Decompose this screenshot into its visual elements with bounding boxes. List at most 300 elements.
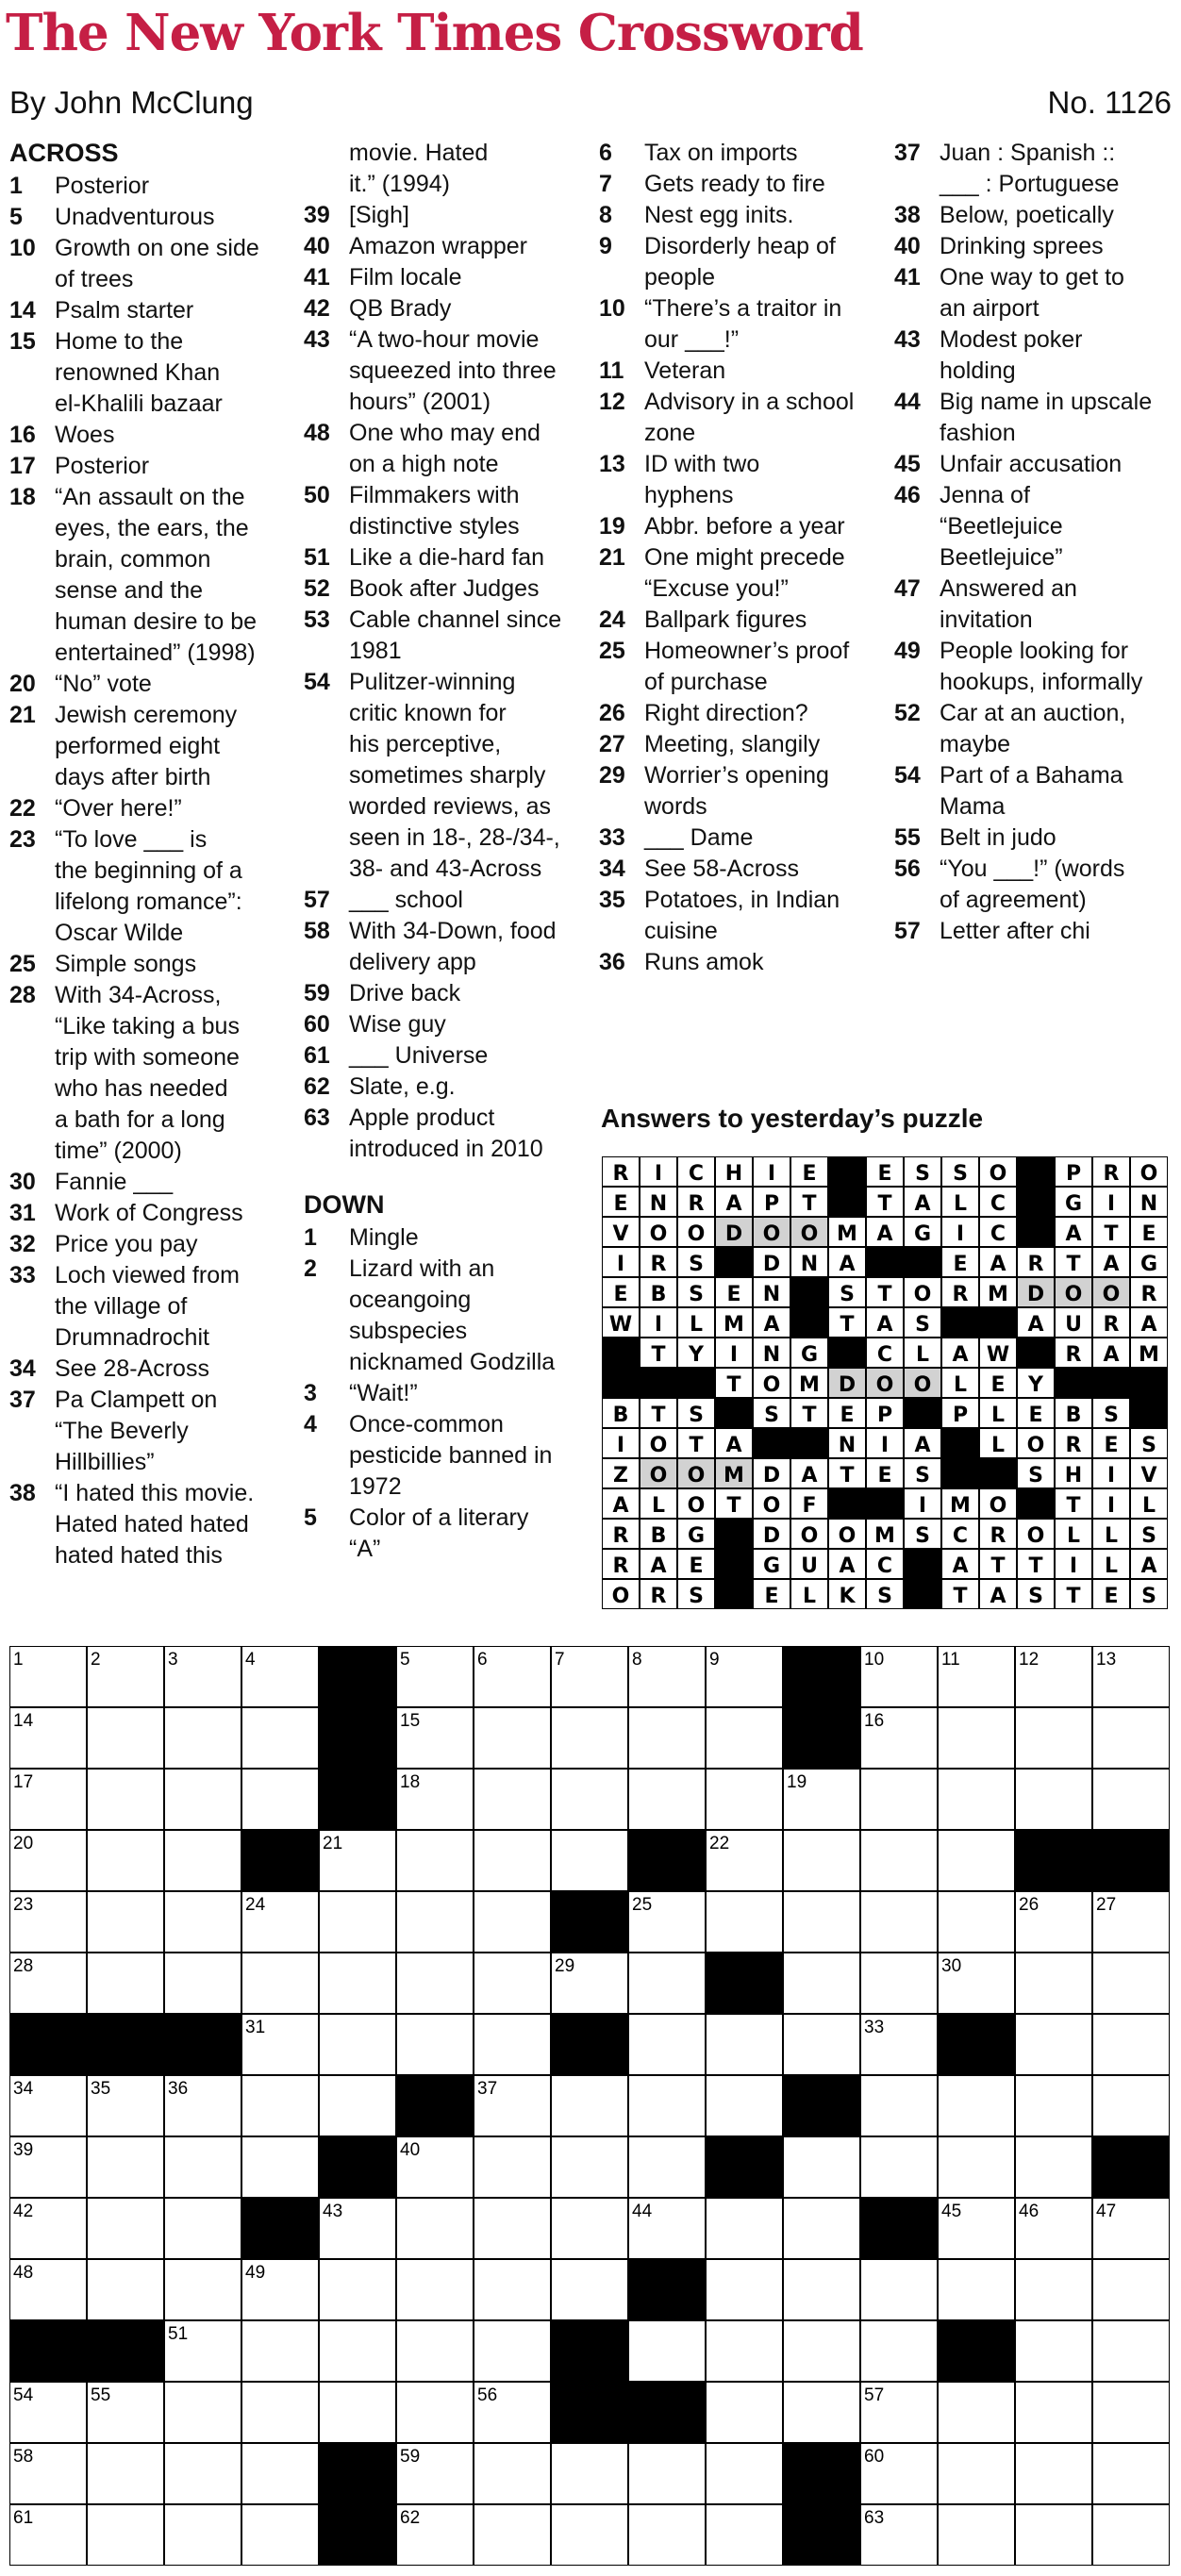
clue-text-continued: critic known for [349, 700, 507, 726]
grid-cell[interactable] [938, 2075, 1015, 2136]
cell-number: 26 [1019, 1895, 1040, 1915]
answer-letter: P [1065, 1162, 1082, 1186]
grid-cell[interactable] [938, 2382, 1015, 2443]
clue-number: 31 [9, 1200, 36, 1226]
grid-cell[interactable] [628, 2443, 706, 2504]
grid-cell[interactable] [319, 1953, 396, 2014]
grid-cell[interactable] [474, 2014, 551, 2075]
clue-text-continued: holding [940, 357, 1016, 384]
clue-text: Right direction? [644, 700, 808, 726]
answer-black-square [979, 1307, 1017, 1338]
grid-cell[interactable] [860, 2320, 938, 2382]
grid-cell[interactable] [783, 2259, 860, 2320]
clue [894, 138, 1177, 169]
cell-number: 4 [245, 1650, 256, 1670]
clue-number: 54 [894, 762, 921, 789]
grid-cell[interactable] [474, 2136, 551, 2198]
answer-letter: W [986, 1343, 1010, 1367]
clue [9, 669, 292, 700]
answer-letter: R [1027, 1253, 1044, 1276]
grid-cell[interactable] [628, 2320, 706, 2382]
grid-cell[interactable] [938, 2504, 1015, 2566]
answer-letter: Y [1028, 1373, 1043, 1397]
cell-number: 19 [787, 1772, 807, 1792]
clue [894, 231, 1177, 262]
clue-number: 18 [9, 484, 36, 510]
clue-number: 59 [304, 980, 330, 1006]
grid-cell[interactable] [164, 2504, 241, 2566]
grid-cell[interactable] [938, 1891, 1015, 1953]
grid-cell[interactable] [1015, 2136, 1092, 2198]
grid-cell[interactable] [164, 2259, 241, 2320]
grid-cell[interactable] [396, 1830, 474, 1891]
grid-cell[interactable] [319, 2382, 396, 2443]
clue [9, 1167, 292, 1198]
answer-black-square [979, 1458, 1017, 1488]
answer-letter: T [651, 1343, 666, 1367]
grid-cell[interactable] [241, 2443, 319, 2504]
grid-cell[interactable] [474, 2198, 551, 2259]
black-square [9, 2320, 87, 2382]
grid-cell[interactable] [551, 1707, 628, 1769]
answer-letter: G [687, 1524, 706, 1548]
grid-cell[interactable] [706, 2443, 783, 2504]
clue-number: 25 [599, 638, 625, 664]
grid-cell[interactable] [396, 2320, 474, 2382]
clue-number: 44 [894, 389, 921, 415]
grid-cell[interactable] [241, 1953, 319, 2014]
clue-number: 60 [304, 1011, 330, 1038]
answer-letter: L [953, 1373, 968, 1397]
clue [894, 387, 1177, 418]
grid-cell[interactable] [474, 2504, 551, 2566]
answer-letter: L [1141, 1494, 1156, 1518]
clue-number: 3 [304, 1380, 317, 1406]
grid-cell[interactable] [474, 1953, 551, 2014]
grid-cell[interactable] [87, 1953, 164, 2014]
grid-cell[interactable] [551, 2075, 628, 2136]
cell-number: 51 [168, 2324, 189, 2344]
grid-cell[interactable] [938, 2443, 1015, 2504]
clue-text-continued: 1981 [349, 638, 402, 664]
grid-cell[interactable] [87, 2198, 164, 2259]
clue-text-continued: sometimes sharply [349, 762, 546, 789]
grid-cell[interactable] [474, 1830, 551, 1891]
grid-cell[interactable] [1015, 2320, 1092, 2382]
answer-letter: S [915, 1162, 930, 1186]
cell-number: 46 [1019, 2202, 1040, 2221]
clue-text: Posterior [55, 453, 150, 479]
grid-cell[interactable] [87, 2259, 164, 2320]
grid-cell[interactable] [628, 2014, 706, 2075]
grid-cell[interactable] [474, 2443, 551, 2504]
clue-text: “An assault on the [55, 484, 245, 510]
grid-cell[interactable] [1015, 2443, 1092, 2504]
grid-cell[interactable] [783, 1830, 860, 1891]
clue-text: Jewish ceremony [55, 702, 238, 728]
answer-letter: T [651, 1404, 666, 1427]
grid-cell[interactable] [241, 2504, 319, 2566]
clue [9, 171, 292, 202]
clue-text-continued: Beetlejuice” [940, 544, 1063, 571]
grid-cell[interactable] [783, 2320, 860, 2382]
grid-cell[interactable] [706, 2382, 783, 2443]
grid-cell[interactable] [938, 1707, 1015, 1769]
clue-text: ID with two [644, 451, 760, 477]
grid-cell[interactable] [164, 2136, 241, 2198]
grid-cell[interactable] [1092, 2382, 1170, 2443]
clue [304, 1254, 587, 1285]
grid-cell[interactable] [628, 1953, 706, 2014]
grid-cell[interactable] [706, 2504, 783, 2566]
answer-black-square [753, 1428, 790, 1458]
clue [9, 1385, 292, 1416]
clue-text: Disorderly heap of [644, 233, 836, 259]
clue-text-continued: zone [644, 420, 696, 446]
grid-cell[interactable] [319, 2014, 396, 2075]
clue-number: 32 [9, 1231, 36, 1257]
grid-cell[interactable] [938, 2136, 1015, 2198]
answer-black-square [715, 1579, 753, 1609]
clue-number: 17 [9, 453, 36, 479]
grid-cell[interactable] [783, 1891, 860, 1953]
grid-cell[interactable] [396, 1891, 474, 1953]
cell-number: 61 [13, 2508, 34, 2528]
answers-title: Answers to yesterday’s puzzle [601, 1104, 984, 1133]
grid-cell[interactable] [87, 1891, 164, 1953]
clue-text: ___ Dame [644, 824, 754, 851]
cell-number: 52 [555, 2324, 575, 2344]
clue-text-continued: seen in 18-, 28-/34-, [349, 824, 560, 851]
grid-cell[interactable] [241, 2382, 319, 2443]
clue-text-continued: hookups, informally [940, 669, 1143, 695]
grid-cell[interactable] [860, 2259, 938, 2320]
grid-cell[interactable] [164, 2443, 241, 2504]
clue-text: Advisory in a school [644, 389, 855, 415]
cell-number: 56 [477, 2385, 498, 2405]
clue-number: 11 [599, 357, 624, 384]
grid-cell[interactable] [474, 1769, 551, 1830]
clue [304, 200, 587, 231]
cell-number: 62 [400, 2508, 421, 2528]
grid-cell[interactable] [241, 2320, 319, 2382]
grid-cell[interactable] [87, 1769, 164, 1830]
grid-cell[interactable] [783, 2198, 860, 2259]
answer-letter: E [764, 1585, 779, 1608]
grid-cell[interactable] [551, 2443, 628, 2504]
grid-cell[interactable] [1015, 1707, 1092, 1769]
answer-letter: A [725, 1192, 742, 1216]
cell-number: 55 [91, 2385, 111, 2405]
clue [599, 511, 882, 542]
answer-letter: C [876, 1343, 893, 1367]
grid-cell[interactable] [241, 1769, 319, 1830]
grid-cell[interactable] [706, 2198, 783, 2259]
grid-cell[interactable] [551, 1769, 628, 1830]
answer-letter: E [802, 1162, 817, 1186]
grid-cell[interactable] [164, 1953, 241, 2014]
grid-cell[interactable] [164, 2198, 241, 2259]
cell-number: 9 [709, 1650, 720, 1670]
answer-letter: L [651, 1494, 666, 1518]
answer-black-square [904, 1579, 941, 1609]
grid-cell[interactable] [551, 2259, 628, 2320]
answer-letter: E [877, 1464, 892, 1487]
clue-number: 29 [599, 762, 625, 789]
answer-letter: S [689, 1283, 704, 1306]
grid-cell[interactable] [1092, 1953, 1170, 2014]
answer-letter: S [1028, 1464, 1043, 1487]
answer-letter: H [724, 1162, 743, 1186]
grid-cell[interactable] [1015, 2259, 1092, 2320]
answer-letter: R [1140, 1283, 1157, 1306]
cell-number: 1 [13, 1650, 24, 1670]
black-square [551, 2382, 628, 2443]
grid-cell[interactable] [241, 2136, 319, 2198]
answer-letter: O [687, 1222, 706, 1246]
grid-cell[interactable] [783, 1953, 860, 2014]
cell-number: 10 [864, 1650, 885, 1670]
clue-text: Slate, e.g. [349, 1073, 456, 1100]
grid-cell[interactable] [319, 2320, 396, 2382]
clue-number: 47 [894, 575, 921, 602]
clue-text: Modest poker [940, 326, 1083, 353]
answer-letter: L [1104, 1554, 1119, 1578]
clue [304, 885, 587, 916]
cell-number: 42 [13, 2202, 34, 2221]
grid-cell[interactable] [938, 1830, 1015, 1891]
grid-cell[interactable] [628, 1769, 706, 1830]
cell-number: 49 [245, 2263, 266, 2283]
grid-cell[interactable] [938, 1769, 1015, 1830]
crossword-grid[interactable] [9, 1646, 1170, 2566]
grid-cell[interactable] [319, 2075, 396, 2136]
clue-text: Home to the [55, 328, 184, 355]
clue [304, 1103, 587, 1134]
clue-number: 24 [599, 607, 625, 633]
clue-number: 51 [304, 544, 330, 571]
clue-number: 10 [599, 295, 625, 322]
grid-cell[interactable] [396, 2259, 474, 2320]
grid-cell[interactable] [474, 2259, 551, 2320]
clue-text: “Wait!” [349, 1380, 418, 1406]
grid-cell[interactable] [241, 2075, 319, 2136]
grid-cell[interactable] [87, 2136, 164, 2198]
answer-letter: A [612, 1494, 629, 1518]
answer-letter: I [767, 1162, 776, 1186]
grid-cell[interactable] [396, 2014, 474, 2075]
clue-text: “A two-hour movie [349, 326, 540, 353]
clue-number: 63 [304, 1105, 330, 1131]
clue-number: 16 [9, 422, 36, 448]
grid-cell[interactable] [628, 2504, 706, 2566]
grid-cell[interactable] [706, 1707, 783, 1769]
black-square [319, 2136, 396, 2198]
grid-cell[interactable] [241, 1707, 319, 1769]
answer-letter: S [915, 1313, 930, 1337]
clue-text: Film locale [349, 264, 462, 291]
grid-cell[interactable] [164, 1891, 241, 1953]
answer-letter: O [649, 1434, 668, 1457]
grid-cell[interactable] [783, 2136, 860, 2198]
grid-cell[interactable] [319, 2259, 396, 2320]
clue-text: Drinking sprees [940, 233, 1104, 259]
grid-cell[interactable] [783, 2382, 860, 2443]
answer-letter: T [1066, 1585, 1081, 1608]
black-square [783, 1646, 860, 1707]
grid-cell[interactable] [474, 2320, 551, 2382]
grid-cell[interactable] [1015, 1769, 1092, 1830]
grid-cell[interactable] [474, 1707, 551, 1769]
grid-cell[interactable] [628, 1707, 706, 1769]
grid-cell[interactable] [164, 1769, 241, 1830]
grid-cell[interactable] [396, 2198, 474, 2259]
grid-cell[interactable] [551, 2504, 628, 2566]
answer-black-square [828, 1338, 866, 1368]
grid-cell[interactable] [860, 2075, 938, 2136]
cell-number: 35 [91, 2079, 111, 2099]
grid-cell[interactable] [706, 2014, 783, 2075]
clue-number: 52 [304, 575, 330, 602]
grid-cell[interactable] [860, 1830, 938, 1891]
clue-column-2 [304, 138, 587, 1565]
clue-number: 38 [894, 202, 921, 228]
grid-cell[interactable] [551, 1830, 628, 1891]
answer-letter: O [1064, 1283, 1083, 1306]
cell-number: 40 [400, 2140, 421, 2160]
clue-number: 23 [9, 826, 36, 853]
clue-text-continued: days after birth [55, 764, 211, 790]
clue-text-continued: ___ : Portuguese [940, 171, 1120, 197]
clue-text-continued: entertained” (1998) [55, 640, 256, 666]
clue-number: 2 [304, 1255, 317, 1282]
clue-text: Filmmakers with [349, 482, 520, 508]
clue [894, 636, 1177, 667]
grid-cell[interactable] [860, 1769, 938, 1830]
answer-letter: O [913, 1283, 932, 1306]
answer-letter: B [650, 1524, 667, 1548]
grid-cell[interactable] [396, 1953, 474, 2014]
answer-letter: D [762, 1253, 781, 1276]
answer-letter: C [688, 1162, 705, 1186]
grid-cell[interactable] [1092, 2259, 1170, 2320]
grid-cell[interactable] [87, 2443, 164, 2504]
grid-cell[interactable] [706, 2320, 783, 2382]
black-square [628, 2382, 706, 2443]
clue-text: Abbr. before a year [644, 513, 845, 540]
grid-cell[interactable] [1092, 2014, 1170, 2075]
grid-cell[interactable] [319, 1891, 396, 1953]
black-square [319, 1769, 396, 1830]
clue-text-continued: Oscar Wilde [55, 920, 184, 946]
grid-cell[interactable] [1092, 2443, 1170, 2504]
grid-cell[interactable] [860, 1891, 938, 1953]
clue [894, 324, 1177, 356]
grid-cell[interactable] [87, 1830, 164, 1891]
grid-cell[interactable] [1015, 2504, 1092, 2566]
grid-cell[interactable] [164, 1830, 241, 1891]
answer-letter: R [650, 1585, 667, 1608]
grid-cell[interactable] [706, 2075, 783, 2136]
answer-letter: M [837, 1222, 857, 1246]
clue-text-continued: eyes, the ears, the [55, 515, 249, 541]
grid-cell[interactable] [1015, 2075, 1092, 2136]
clue [9, 1260, 292, 1291]
grid-cell[interactable] [87, 2504, 164, 2566]
grid-cell[interactable] [938, 2259, 1015, 2320]
grid-cell[interactable] [706, 1891, 783, 1953]
grid-cell[interactable] [1092, 2320, 1170, 2382]
grid-cell[interactable] [551, 2136, 628, 2198]
grid-cell[interactable] [783, 2014, 860, 2075]
clue-text-continued: squeezed into three [349, 357, 557, 384]
black-square [396, 2075, 474, 2136]
grid-cell[interactable] [1015, 2382, 1092, 2443]
answer-letter: T [802, 1404, 817, 1427]
cell-number: 11 [941, 1650, 960, 1670]
cell-number: 53 [941, 2324, 962, 2344]
clue-text-continued: his perceptive, [349, 731, 502, 757]
clue [304, 262, 587, 293]
grid-cell[interactable] [87, 1707, 164, 1769]
grid-cell[interactable] [706, 2259, 783, 2320]
grid-cell[interactable] [860, 2136, 938, 2198]
answer-letter: S [689, 1404, 704, 1427]
grid-cell[interactable] [1092, 2075, 1170, 2136]
clue-text-continued: oceangoing [349, 1287, 472, 1313]
clue-text: See 58-Across [644, 856, 799, 882]
clue-text: Unadventurous [55, 204, 215, 230]
clue [9, 1198, 292, 1229]
grid-cell[interactable] [551, 2198, 628, 2259]
clue-text: One might precede [644, 544, 845, 571]
answer-letter: A [990, 1585, 1006, 1608]
grid-cell[interactable] [1092, 1707, 1170, 1769]
answer-letter: T [1066, 1494, 1081, 1518]
clue-text: ___ Universe [349, 1042, 489, 1069]
grid-cell[interactable] [164, 2382, 241, 2443]
grid-cell[interactable] [474, 1891, 551, 1953]
clue-column-3 [599, 138, 882, 978]
grid-cell[interactable] [1015, 2014, 1092, 2075]
grid-cell[interactable] [396, 2382, 474, 2443]
grid-cell[interactable] [628, 2075, 706, 2136]
answer-letter: O [1102, 1283, 1121, 1306]
answer-letter: O [762, 1494, 781, 1518]
answer-letter: S [1141, 1585, 1156, 1608]
clue [9, 326, 292, 357]
grid-cell[interactable] [164, 1707, 241, 1769]
clue [894, 200, 1177, 231]
answer-letter: S [689, 1585, 704, 1608]
clue-number: 43 [894, 326, 921, 353]
clue-number: 15 [9, 328, 36, 355]
clue-number: 39 [304, 202, 330, 228]
answer-letter: S [689, 1253, 704, 1276]
answer-letter: R [1065, 1343, 1082, 1367]
clue-text-continued: Mama [940, 793, 1006, 820]
cell-number: 5 [400, 1650, 410, 1670]
grid-cell[interactable] [1092, 1769, 1170, 1830]
clue-text-continued: our ___!” [644, 326, 740, 353]
answer-letter: O [875, 1373, 894, 1397]
grid-cell[interactable] [1015, 1953, 1092, 2014]
grid-cell[interactable] [860, 1953, 938, 2014]
grid-cell[interactable] [1092, 2504, 1170, 2566]
grid-cell[interactable] [706, 1769, 783, 1830]
answer-letter: T [689, 1434, 704, 1457]
grid-cell[interactable] [628, 2136, 706, 2198]
